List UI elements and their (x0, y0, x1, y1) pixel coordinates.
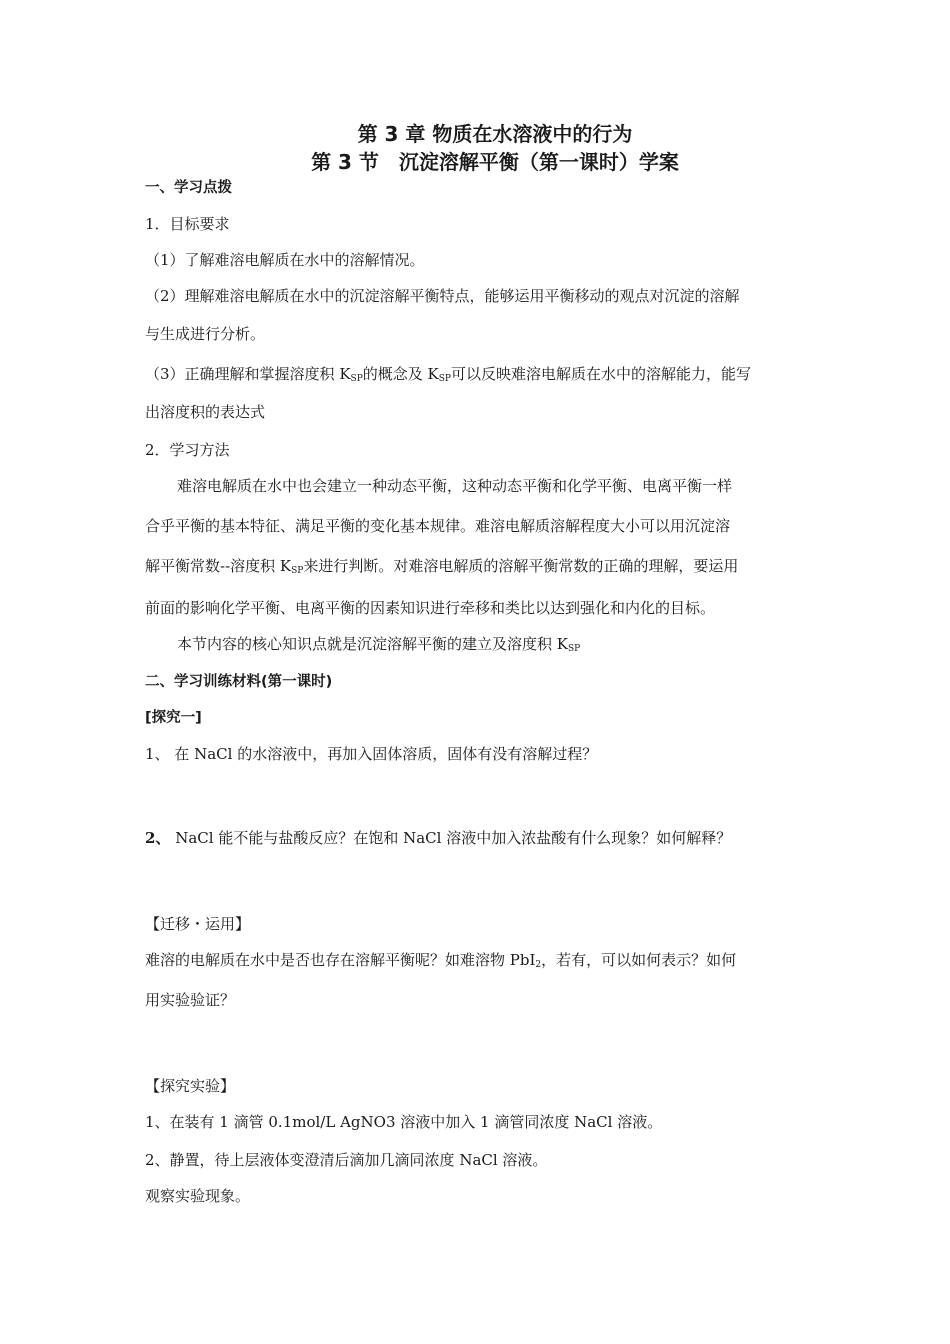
transfer-label: 【迁移・运用】 (145, 915, 251, 933)
method-paragraph-line-3: 解平衡常数--溶度积 $K_{SP}$来进行判断。对难溶电解质的溶解平衡常数的正确的理解，要运用 (145, 557, 739, 576)
goal-2-line-2: 与生成进行分析。 (145, 325, 266, 343)
goal-3-line-1: （3）正确理解和掌握溶度积 $K_{SP}$的概念及 $K_{SP}$可以反映难溶电解质在水中的溶解能力，能写 (145, 365, 751, 384)
ksp-subscript: SP (350, 374, 363, 384)
section-2-heading: 二、学习训练材料(第一课时) (145, 674, 333, 690)
experiment-label: 【探究实验】 (145, 1077, 236, 1095)
method-label: 2．学习方法 (145, 441, 230, 459)
experiment-step-2: 2、静置，待上层液体变澄清后滴加几滴同浓度 NaCl 溶液。 (145, 1151, 548, 1169)
transfer-line-2: 用实验验证？ (145, 991, 236, 1009)
method-paragraph-line-1: 难溶电解质在水中也会建立一种动态平衡，这种动态平衡和化学平衡、电离平衡一样 (177, 477, 733, 495)
goal-1: （1）了解难溶电解质在水中的溶解情况。 (145, 251, 425, 269)
experiment-step-1: 1、在装有 1 滴管 0.1mol/L AgNO3 溶液中加入 1 滴管同浓度 NaCl 溶液。 (145, 1113, 663, 1131)
goal-3-line-2: 出溶度积的表达式 (145, 403, 266, 421)
ksp-subscript: SP (438, 374, 451, 384)
question-2: 2、 NaCl 能不能与盐酸反应？在饱和 NaCl 溶液中加入浓盐酸有什么现象？如何解释？ (145, 829, 732, 847)
method-paragraph-line-4: 前面的影响化学平衡、电离平衡的因素知识进行牵移和类比以达到强化和内化的目标。 (145, 599, 716, 617)
transfer-line-1: 难溶的电解质在水中是否也存在溶解平衡呢？如难溶物 PbI$_2$，若有，可以如何表示？如何 (145, 951, 737, 970)
experiment-observe: 观察实验现象。 (145, 1187, 251, 1205)
goals-label: 1．目标要求 (145, 215, 230, 233)
explore-1-label: [探究一] (145, 710, 202, 726)
ksp-subscript: SP (291, 566, 304, 576)
method-paragraph-2: 本节内容的核心知识点就是沉淀溶解平衡的建立及溶度积 $K_{SP}$ (177, 635, 581, 654)
section-1-heading: 一、学习点拨 (145, 180, 232, 196)
question-1: 1、 在 NaCl 的水溶液中，再加入固体溶质，固体有没有溶解过程？ (145, 745, 598, 763)
method-paragraph-line-2: 合乎平衡的基本特征、满足平衡的变化基本规律。难溶电解质溶解程度大小可以用沉淀溶 (145, 517, 731, 535)
title-line-2: 第 3 节 沉淀溶解平衡（第一课时）学案 (311, 150, 679, 174)
goal-2-line-1: （2）理解难溶电解质在水中的沉淀溶解平衡特点，能够运用平衡移动的观点对沉淀的溶解 (145, 287, 740, 305)
ksp-subscript: SP (567, 644, 581, 654)
title-line-1: 第 3 章 物质在水溶液中的行为 (357, 122, 633, 146)
